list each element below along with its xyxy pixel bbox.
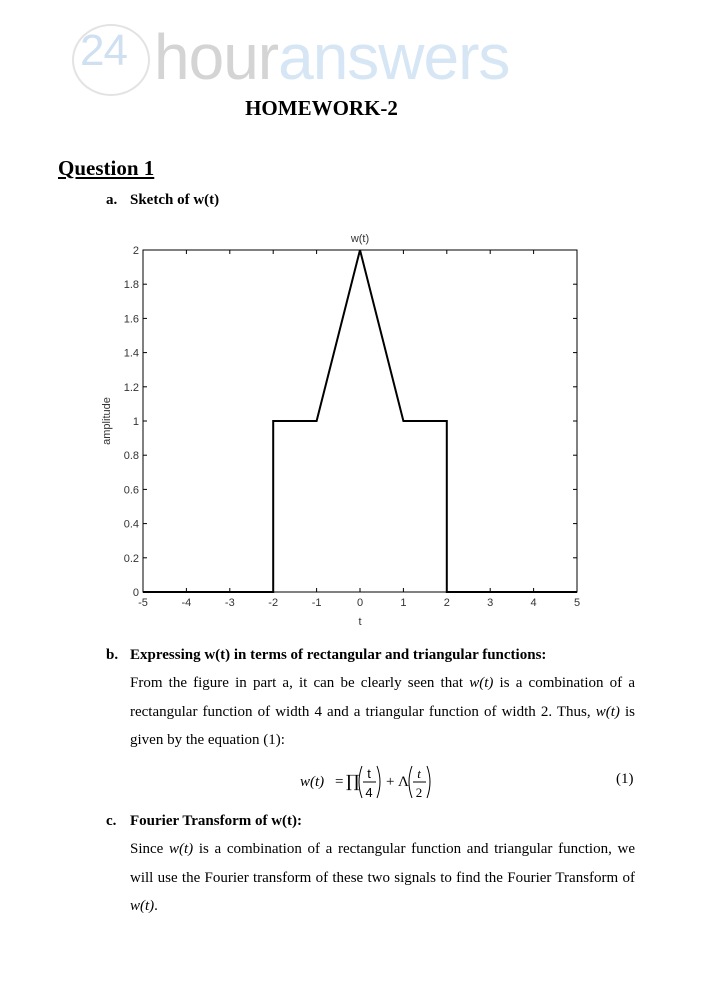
section-c-text-3: . — [154, 898, 158, 914]
eq-plus: + — [386, 774, 395, 790]
eq-tri-den: 2 — [415, 785, 423, 800]
y-tick-label: 2 — [132, 245, 139, 257]
logo-wordmark — [154, 22, 509, 92]
eq-tri-symbol: Λ — [398, 774, 409, 790]
chart-title: w(t) — [350, 233, 370, 245]
y-tick-label: 0.4 — [123, 518, 139, 531]
y-tick-label: 1.6 — [123, 313, 139, 326]
wt-chart — [96, 224, 596, 634]
y-tick-label: 0.6 — [123, 484, 139, 497]
x-tick-label: 1 — [400, 597, 407, 609]
eq-tri-left-paren — [409, 766, 412, 798]
section-c-letter: c. — [106, 813, 117, 829]
watermark-logo — [72, 20, 552, 96]
section-c-var-1: w(t) — [169, 841, 194, 857]
y-tick-label: 1.4 — [123, 347, 139, 360]
y-tick-label: 1 — [132, 416, 139, 428]
y-tick-label: 1.8 — [123, 279, 139, 292]
y-tick-label: 0.8 — [123, 450, 139, 463]
section-b-letter: b. — [106, 647, 119, 663]
section-c-text-1: Since — [130, 841, 169, 857]
series-line-wt — [143, 250, 577, 592]
equation-number: (1) — [616, 771, 634, 787]
eq-lhs: w(t) — [300, 774, 325, 790]
eq-rect-symbol: ∏ — [346, 772, 360, 792]
x-tick-label: 5 — [573, 597, 581, 609]
plot-frame — [143, 250, 577, 592]
logo-word-hour: hour — [154, 21, 279, 93]
x-tick-label: 2 — [443, 597, 450, 609]
eq-rect-right-paren — [377, 766, 380, 798]
x-tick-label: 4 — [530, 597, 537, 609]
section-a-letter: a. — [106, 192, 118, 208]
section-b-text-2: is a combination of a rectangular function of width 4 and a triangular function of width 2. Thus, — [130, 675, 635, 720]
section-b-text-3: is given by the equation (1): — [130, 703, 635, 748]
section-c-paragraph — [130, 835, 635, 921]
eq-rect-left-paren — [359, 766, 362, 798]
section-a-text: Sketch of w(t) — [130, 192, 220, 208]
section-b-var-1: w(t) — [469, 675, 494, 691]
x-tick-label: -1 — [311, 597, 322, 609]
x-tick-label: -2 — [268, 597, 279, 609]
question-title: Question 1 — [58, 156, 155, 180]
x-tick-label: 3 — [487, 597, 494, 609]
y-axis-label: amplitude — [101, 397, 113, 445]
y-tick-label: 0 — [132, 587, 139, 599]
logo-word-answers: answers — [278, 21, 510, 93]
eq-equals: = — [335, 774, 344, 790]
logo-number: 24 — [80, 26, 127, 75]
x-tick-label: -3 — [224, 597, 235, 609]
section-b-paragraph — [130, 669, 635, 755]
eq-tri-right-paren — [427, 766, 430, 798]
eq-rect-den: 4 — [365, 785, 373, 800]
section-c-text: Fourier Transform of w(t): — [130, 813, 303, 829]
section-b-var-2: w(t) — [595, 703, 620, 720]
y-tick-label: 1.2 — [123, 381, 139, 394]
x-tick-label: -4 — [181, 597, 192, 609]
section-b-text: Expressing w(t) in terms of rectangular and triangular functions: — [130, 647, 547, 663]
page-title: HOMEWORK-2 — [245, 96, 398, 120]
section-c-var-2: w(t) — [130, 898, 155, 914]
section-b-text-1: From the figure in part a, it can be clearly seen that — [130, 675, 470, 691]
eq-tri-num: t — [417, 766, 421, 781]
x-axis-label: t — [358, 616, 362, 628]
x-tick-label: 0 — [356, 597, 364, 609]
equation-1 — [300, 762, 460, 802]
eq-rect-num: t — [367, 766, 371, 781]
y-tick-label: 0.2 — [123, 552, 139, 565]
x-tick-label: -5 — [138, 597, 148, 609]
section-c-text-2: is a combination of a rectangular function and triangular function, we will use the Fourier transform of these two signals to find the Fourier Transform of — [130, 841, 635, 886]
